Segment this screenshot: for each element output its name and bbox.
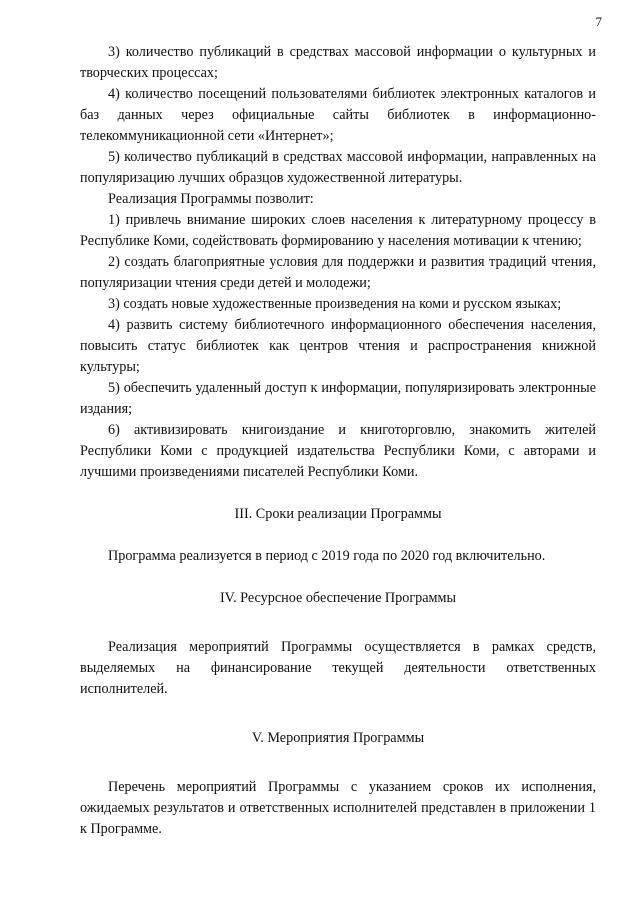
section-text-resources: Реализация мероприятий Программы осуществляется в рамках средств, выделяемых на финансирование текущей деятельности ответственных исполнителей. [80,639,596,697]
page-number: 7 [595,14,602,29]
list-item: 6) активизировать книгоиздание и книготорговлю, знакомить жителей Республики Коми с продукцией издательства Республики Коми, с авторами и лучшими произведениями писателей Республики Коми. [80,422,596,480]
list-item: 4) количество посещений пользователями библиотек электронных каталогов и баз данных через официальные сайты библиотек в информационно-телекоммуникационной сети «Интернет»; [80,86,596,144]
section-heading-activities: V. Мероприятия Программы [251,730,425,746]
list-item: 4) развить систему библиотечного информационного обеспечения населения, повысить статус библиотек как центров чтения и распространения книжной культуры; [80,317,596,375]
document-body [80,42,596,840]
list-item: 2) создать благоприятные условия для поддержки и развития традиций чтения, популяризации чтения среди детей и молодежи; [80,254,596,291]
section-heading-resources: IV. Ресурсное обеспечение Программы [219,590,457,606]
section-heading-terms: III. Сроки реализации Программы [234,506,442,522]
realization-intro: Реализация Программы позволит: [108,191,314,207]
list-item: 5) количество публикаций в средствах массовой информации, направленных на популяризацию лучших образцов художественной литературы. [80,149,596,186]
section-text-activities: Перечень мероприятий Программы с указанием сроков их исполнения, ожидаемых результатов и ответственных исполнителей представлен в приложении 1 к Программе. [80,779,596,837]
list-item: 5) обеспечить удаленный доступ к информации, популяризировать электронные издания; [80,380,596,417]
list-item: 3) количество публикаций в средствах массовой информации о культурных и творческих процессах; [80,44,596,81]
list-item: 1) привлечь внимание широких слоев населения к литературному процессу в Республике Коми, содействовать формированию у населения мотивации к чтению; [80,212,596,249]
section-text-terms: Программа реализуется в период с 2019 года по 2020 год включительно. [108,548,546,564]
list-item: 3) создать новые художественные произведения на коми и русском языках; [108,296,562,312]
